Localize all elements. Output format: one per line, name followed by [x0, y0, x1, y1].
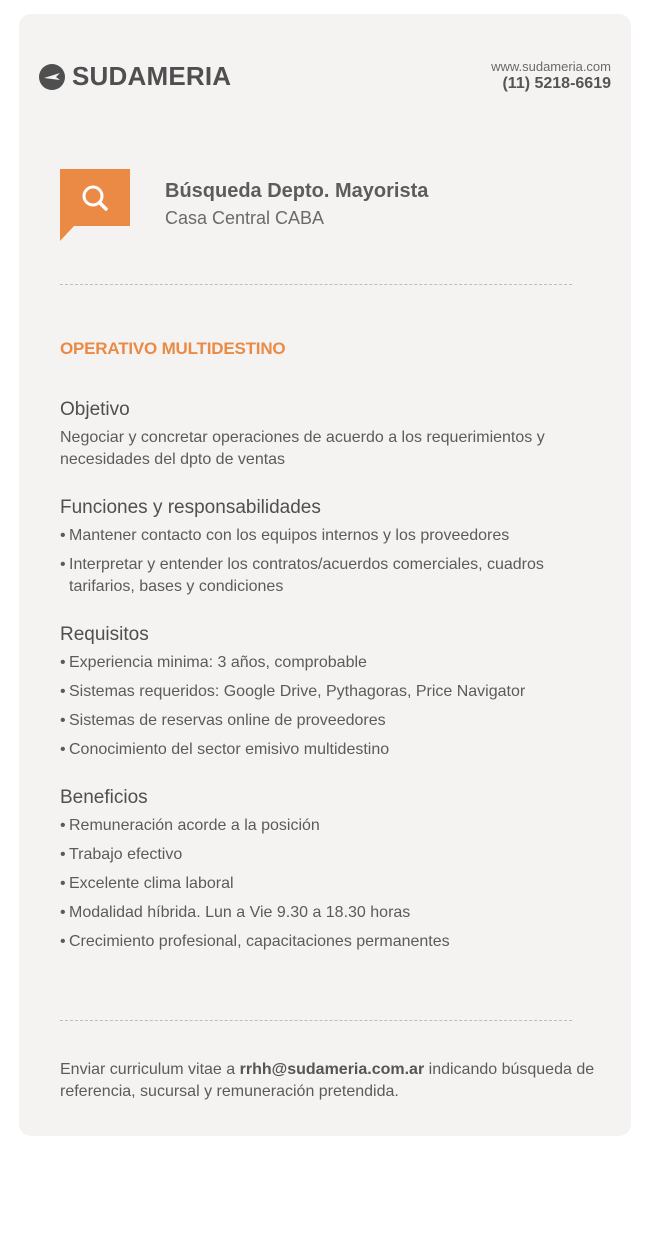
footer-prefix: Enviar curriculum vitae a	[60, 1061, 240, 1078]
apply-instructions	[60, 1059, 600, 1103]
list-item: • Crecimiento profesional, capacitaciones permanentes	[60, 931, 600, 953]
list-item: • Interpretar y entender los contratos/acuerdos comerciales, cuadros tarifarios, bases y condiciones	[60, 554, 600, 598]
list-item: • Sistemas de reservas online de proveedores	[60, 710, 600, 732]
job-card	[19, 14, 631, 1136]
section-requisitos	[60, 624, 600, 761]
phone-number[interactable]: (11) 5218-6619	[502, 75, 611, 92]
email-link[interactable]: rrhh@sudameria.com.ar	[239, 1061, 425, 1078]
list-item: • Mantener contacto con los equipos internos y los proveedores	[60, 525, 600, 547]
list-item: • Modalidad híbrida. Lun a Vie 9.30 a 18.30 horas	[60, 902, 600, 924]
requisitos-list	[60, 652, 600, 761]
section-title: Beneficios	[60, 787, 148, 808]
list-item: • Remuneración acorde a la posición	[60, 815, 600, 837]
beneficios-list	[60, 815, 600, 953]
brand-logo[interactable]	[38, 61, 231, 92]
funciones-list	[60, 525, 600, 598]
list-item: • Experiencia minima: 3 años, comprobable	[60, 652, 600, 674]
footer-suffix: indicando búsqueda de referencia, sucursal y remuneración pretendida.	[60, 1061, 595, 1100]
section-title: Requisitos	[60, 624, 149, 645]
list-item: • Sistemas requeridos: Google Drive, Pythagoras, Price Navigator	[60, 681, 600, 703]
section-objetivo	[60, 399, 600, 471]
list-item: • Trabajo efectivo	[60, 844, 600, 866]
website-link[interactable]: www.sudameria.com	[491, 59, 611, 74]
divider	[60, 1020, 572, 1021]
page-title: Búsqueda Depto. Mayorista	[165, 180, 429, 202]
job-details	[60, 399, 600, 979]
section-funciones	[60, 497, 600, 598]
divider	[60, 284, 572, 285]
objetivo-text: Negociar y concretar operaciones de acuerdo a los requerimientos y necesidades del dpto de ventas	[60, 429, 545, 468]
page-subtitle: Casa Central CABA	[165, 208, 325, 228]
section-title: Funciones y responsabilidades	[60, 497, 321, 518]
role-title: OPERATIVO MULTIDESTINO	[60, 339, 286, 358]
list-item: • Excelente clima laboral	[60, 873, 600, 895]
search-badge-icon	[60, 169, 130, 241]
list-item: • Conocimiento del sector emisivo multidestino	[60, 739, 600, 761]
sudameria-logo-icon	[38, 63, 66, 91]
brand-name: SUDAMERIA	[72, 61, 232, 91]
section-beneficios	[60, 787, 600, 953]
contact-info	[491, 59, 611, 93]
section-title: Objetivo	[60, 399, 130, 420]
